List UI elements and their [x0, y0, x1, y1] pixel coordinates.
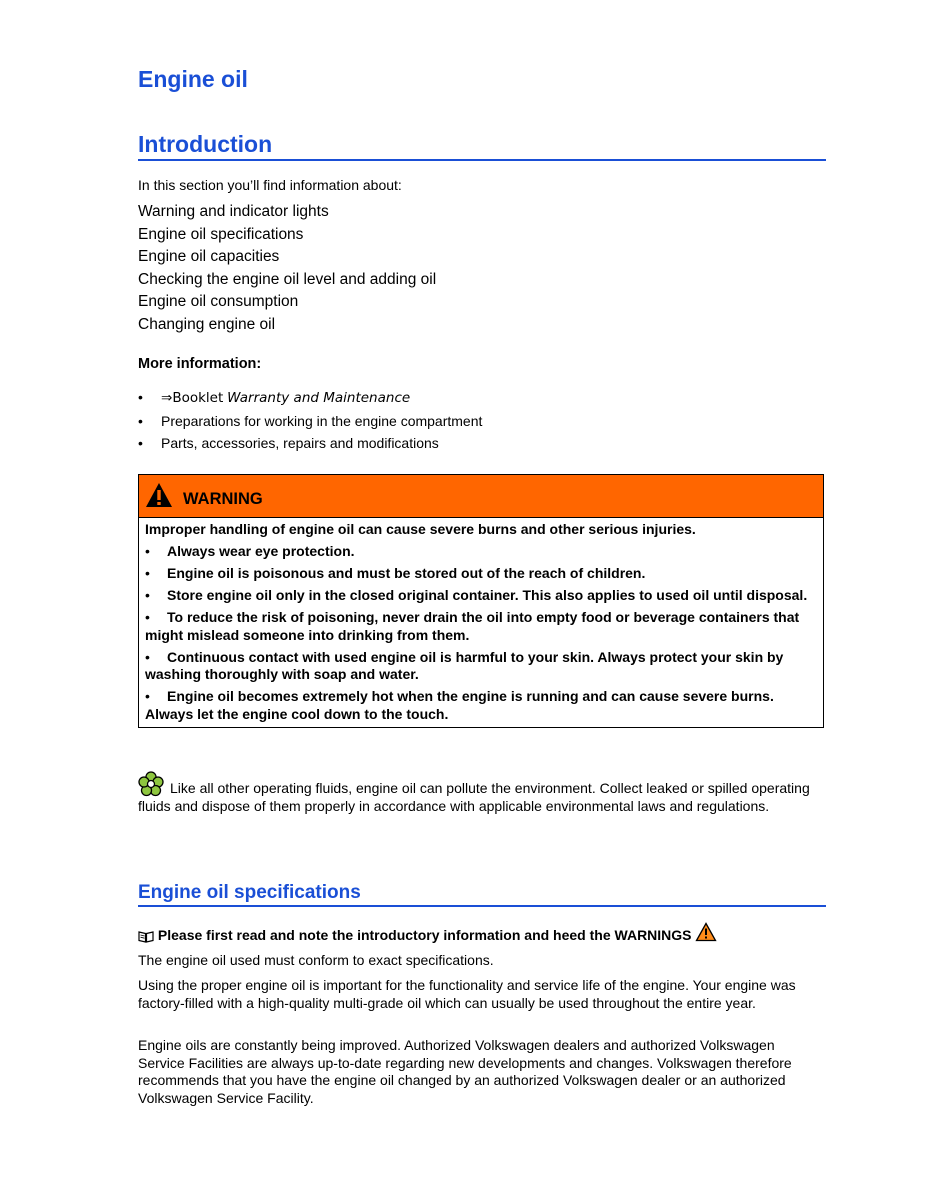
bullet: • [145, 648, 150, 665]
warning-item [145, 543, 818, 561]
warning-box [138, 474, 824, 728]
more-information-heading: More information: [138, 356, 262, 372]
booklet-title: Warranty and Maintenance [227, 390, 411, 406]
bullet: • [138, 435, 143, 451]
topic-item: Engine oil capacities [138, 248, 280, 266]
warning-header [139, 475, 823, 518]
page-title: Engine oil [138, 66, 248, 92]
warning-triangle-icon [144, 481, 174, 509]
warning-item [145, 587, 818, 605]
topic-item: Changing engine oil [138, 315, 276, 333]
more-info-item[interactable] [138, 410, 482, 433]
bullet: • [145, 688, 150, 704]
bullet: • [145, 565, 150, 581]
bullet: • [138, 389, 143, 405]
spec-paragraph: Engine oils are constantly being improved. Authorized Volkswagen dealers and authorized Volkswagen Service Facilities are always up-to-date regarding new developments and changes. Volkswagen therefore recommends that you have the engine oil changed by an authorized Volkswagen dealer or an authorized Volkswagen Service Facility. [138, 1037, 792, 1106]
read-first-note[interactable] [138, 922, 717, 943]
spec-paragraph: The engine oil used must conform to exact specifications. [138, 952, 494, 968]
warning-triangle-icon [695, 922, 717, 942]
spec-paragraph: Using the proper engine oil is important for the functionality and service life of the engine. Your engine was factory-filled with a high-quality multi-grade oil which can usually be used throughout the entire year. [138, 977, 796, 1011]
bullet: • [145, 587, 150, 603]
environment-note-text: Like all other operating fluids, engine oil can pollute the environment. Collect leaked or spilled operating fluids and dispose of them properly in accordance with applicable environmental laws and regulations. [138, 780, 810, 814]
read-first-text: Please first read and note the introductory information and heed the WARNINGS [157, 927, 692, 943]
topic-item: Checking the engine oil level and adding oil [138, 270, 437, 288]
intro-lead: In this section you’ll find information about: [138, 177, 402, 193]
more-info-item-booklet[interactable] [138, 386, 482, 410]
open-book-icon [138, 930, 154, 943]
warning-item [145, 609, 818, 644]
topic-item: Warning and indicator lights [138, 203, 329, 220]
warning-lead: Improper handling of engine oil can cause severe burns and other serious injuries. [145, 521, 696, 537]
warning-body [139, 518, 823, 727]
booklet-word: Booklet [172, 390, 224, 406]
bullet: • [145, 609, 150, 625]
more-info-item-text: Preparations for working in the engine compartment [161, 412, 483, 429]
warning-item-text: Continuous contact with used engine oil is harmful to your skin. Always protect your skin by washing thoroughly with soap and water. [145, 648, 784, 682]
topic-item: Engine oil specifications [138, 225, 304, 243]
more-info-item[interactable] [138, 432, 482, 455]
warning-label: WARNING [183, 490, 263, 508]
topic-item: Engine oil consumption [138, 293, 299, 311]
environment-note [138, 771, 818, 815]
bullet: • [138, 412, 143, 429]
warning-item-text: To reduce the risk of poisoning, never drain the oil into empty food or beverage containers that might mislead someone into drinking from them. [145, 609, 800, 643]
warning-item [145, 688, 818, 723]
more-information-list [138, 386, 482, 455]
warning-item-text: Always wear eye protection. [167, 543, 355, 559]
section-heading-introduction: Introduction [138, 131, 826, 161]
topic-list [138, 201, 436, 337]
section-heading-specifications: Engine oil specifications [138, 882, 826, 907]
warning-item-text: Engine oil is poisonous and must be stored out of the reach of children. [167, 565, 646, 581]
bullet: • [145, 543, 150, 559]
flower-icon [138, 771, 164, 797]
more-info-item-text: Parts, accessories, repairs and modifications [161, 435, 439, 451]
warning-item [145, 565, 818, 583]
warning-item [145, 649, 818, 684]
warning-item-text: Engine oil becomes extremely hot when the engine is running and can cause severe burns. Always let the engine cool down to the touch. [145, 688, 774, 722]
cross-reference-arrow: ⇒ [161, 390, 173, 406]
warning-item-text: Store engine oil only in the closed original container. This also applies to used oil until disposal. [167, 587, 808, 603]
